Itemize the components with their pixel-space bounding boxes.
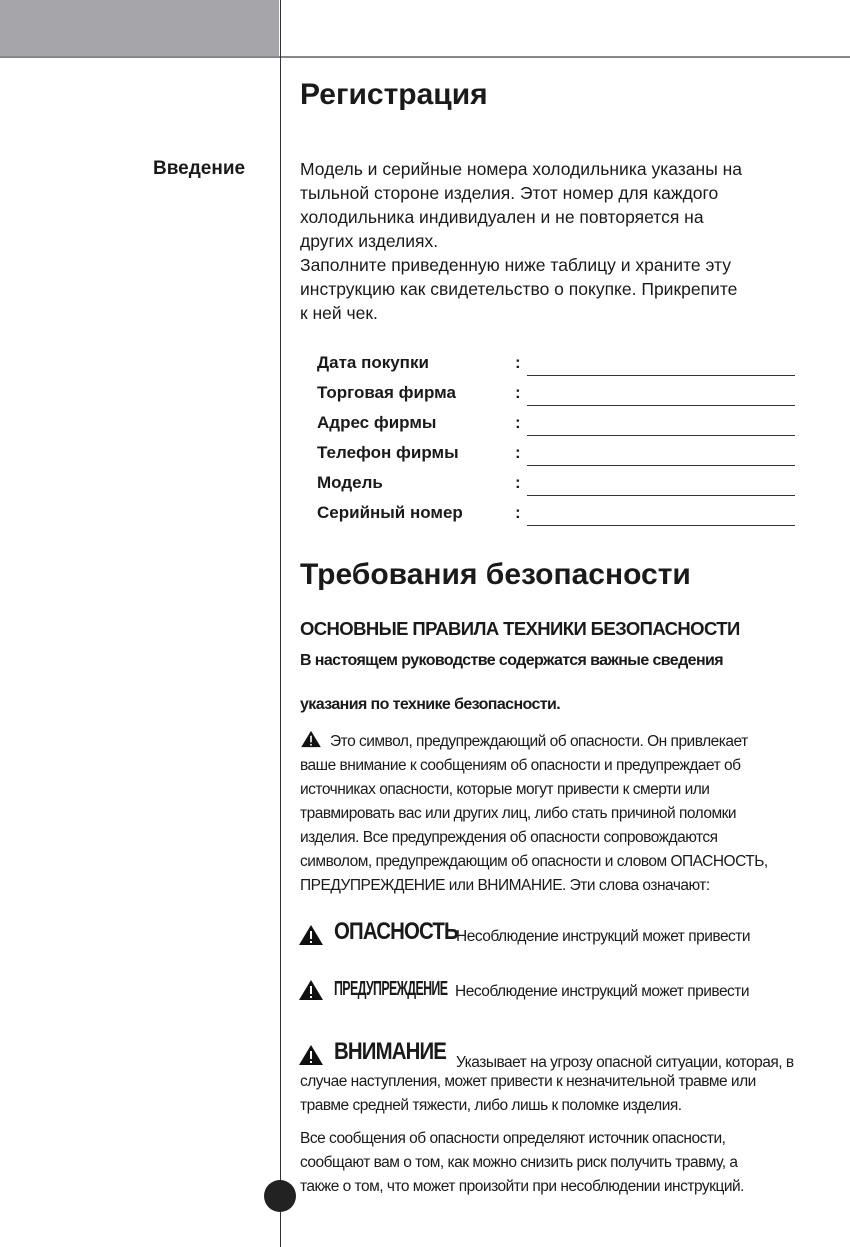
header-divider — [0, 56, 850, 58]
form-blank-line[interactable] — [527, 507, 795, 526]
text-line: холодильника индивидуален и не повторяется на — [300, 207, 704, 227]
form-colon: : — [515, 503, 521, 522]
form-colon: : — [515, 383, 521, 402]
text-line: тыльной стороне изделия. Этот номер для каждого — [300, 183, 719, 203]
form-blank-line[interactable] — [527, 477, 795, 496]
text-line: изделия. Все предупреждения об опасности сопровождаются — [300, 829, 718, 846]
intro-text — [300, 157, 742, 325]
form-row — [317, 468, 795, 498]
safety-title: Требования безопасности — [300, 558, 691, 591]
page-number-circle — [264, 1180, 296, 1212]
form-row — [317, 438, 795, 468]
form-label: Модель — [317, 473, 383, 492]
caution-row — [298, 1038, 794, 1071]
form-label: Дата покупки — [317, 353, 429, 372]
safety-bold-line: В настоящем руководстве содержатся важные сведения — [300, 652, 723, 669]
form-label: Адрес фирмы — [317, 413, 437, 432]
danger-row — [298, 918, 750, 946]
warning-triangle-icon — [298, 979, 324, 1001]
warning-triangle-icon — [298, 1044, 324, 1066]
text-line: Все сообщения об опасности определяют источник опасности, — [300, 1130, 726, 1147]
form-row — [317, 348, 795, 378]
danger-text: Несоблюдение инструкций может привести — [456, 928, 751, 945]
text-line: к ней чек. — [300, 303, 378, 323]
form-label: Торговая фирма — [317, 383, 456, 402]
final-paragraph — [300, 1127, 744, 1199]
text-line: Заполните приведенную ниже таблицу и храните эту — [300, 255, 731, 275]
warning-text: Несоблюдение инструкций может привести — [455, 983, 750, 1000]
form-row — [317, 378, 795, 408]
warning-label: ПРЕДУПРЕЖДЕНИЕ — [334, 978, 448, 1000]
text-line: травмировать вас или других лиц, либо стать причиной поломки — [300, 805, 737, 822]
form-blank-line[interactable] — [527, 357, 795, 376]
text-line: инструкцию как свидетельство о покупке. Прикрепите — [300, 279, 738, 299]
warning-row — [298, 978, 749, 1001]
text-line: также о том, что может произойти при несоблюдении инструкций. — [300, 1178, 744, 1195]
text-line: Это символ, предупреждающий об опасности. Он привлекает — [330, 733, 748, 750]
intro-side-label: Введение — [153, 158, 246, 179]
form-row — [317, 498, 795, 528]
form-colon: : — [515, 443, 521, 462]
text-line: сообщают вам о том, как можно снизить риск получить травму, а — [300, 1154, 738, 1171]
form-blank-line[interactable] — [527, 387, 795, 406]
warning-triangle-icon — [300, 730, 322, 748]
registration-form — [317, 348, 795, 528]
safety-subtitle: ОСНОВНЫЕ ПРАВИЛА ТЕХНИКИ БЕЗОПАСНОСТИ — [300, 618, 740, 639]
text-line: травме средней тяжести, либо лишь к поломке изделия. — [300, 1097, 682, 1114]
margin-divider — [280, 0, 281, 1247]
caution-label: ВНИМАНИЕ — [334, 1038, 447, 1065]
danger-label: ОПАСНОСТЬ — [334, 918, 458, 945]
safety-bold-line: указания по технике безопасности. — [300, 696, 561, 713]
text-line: источниках опасности, которые могут привести к смерти или — [300, 781, 710, 798]
form-label: Телефон фирмы — [317, 443, 459, 462]
form-colon: : — [515, 473, 521, 492]
form-blank-line[interactable] — [527, 447, 795, 466]
form-colon: : — [515, 353, 521, 372]
symbol-first-line — [300, 730, 768, 754]
text-line: Модель и серийные номера холодильника указаны на — [300, 159, 743, 179]
form-label: Серийный номер — [317, 503, 463, 522]
caution-text: Указывает на угрозу опасной ситуации, которая, в — [456, 1054, 794, 1071]
text-line: символом, предупреждающим об опасности и словом ОПАСНОСТЬ, — [300, 853, 768, 870]
caution-description — [300, 1070, 756, 1118]
form-row — [317, 408, 795, 438]
warning-triangle-icon — [298, 924, 324, 946]
form-blank-line[interactable] — [527, 417, 795, 436]
form-colon: : — [515, 413, 521, 432]
header-gray-block — [0, 0, 279, 56]
text-line: других изделиях. — [300, 231, 439, 251]
text-line: случае наступления, может привести к незначительной травме или — [300, 1073, 756, 1090]
text-line: ваше внимание к сообщениям об опасности и предупреждает об — [300, 757, 741, 774]
text-line: ПРЕДУПРЕЖДЕНИЕ или ВНИМАНИЕ. Эти слова означают: — [300, 877, 710, 894]
symbol-description — [300, 730, 768, 898]
registration-title: Регистрация — [300, 78, 488, 111]
